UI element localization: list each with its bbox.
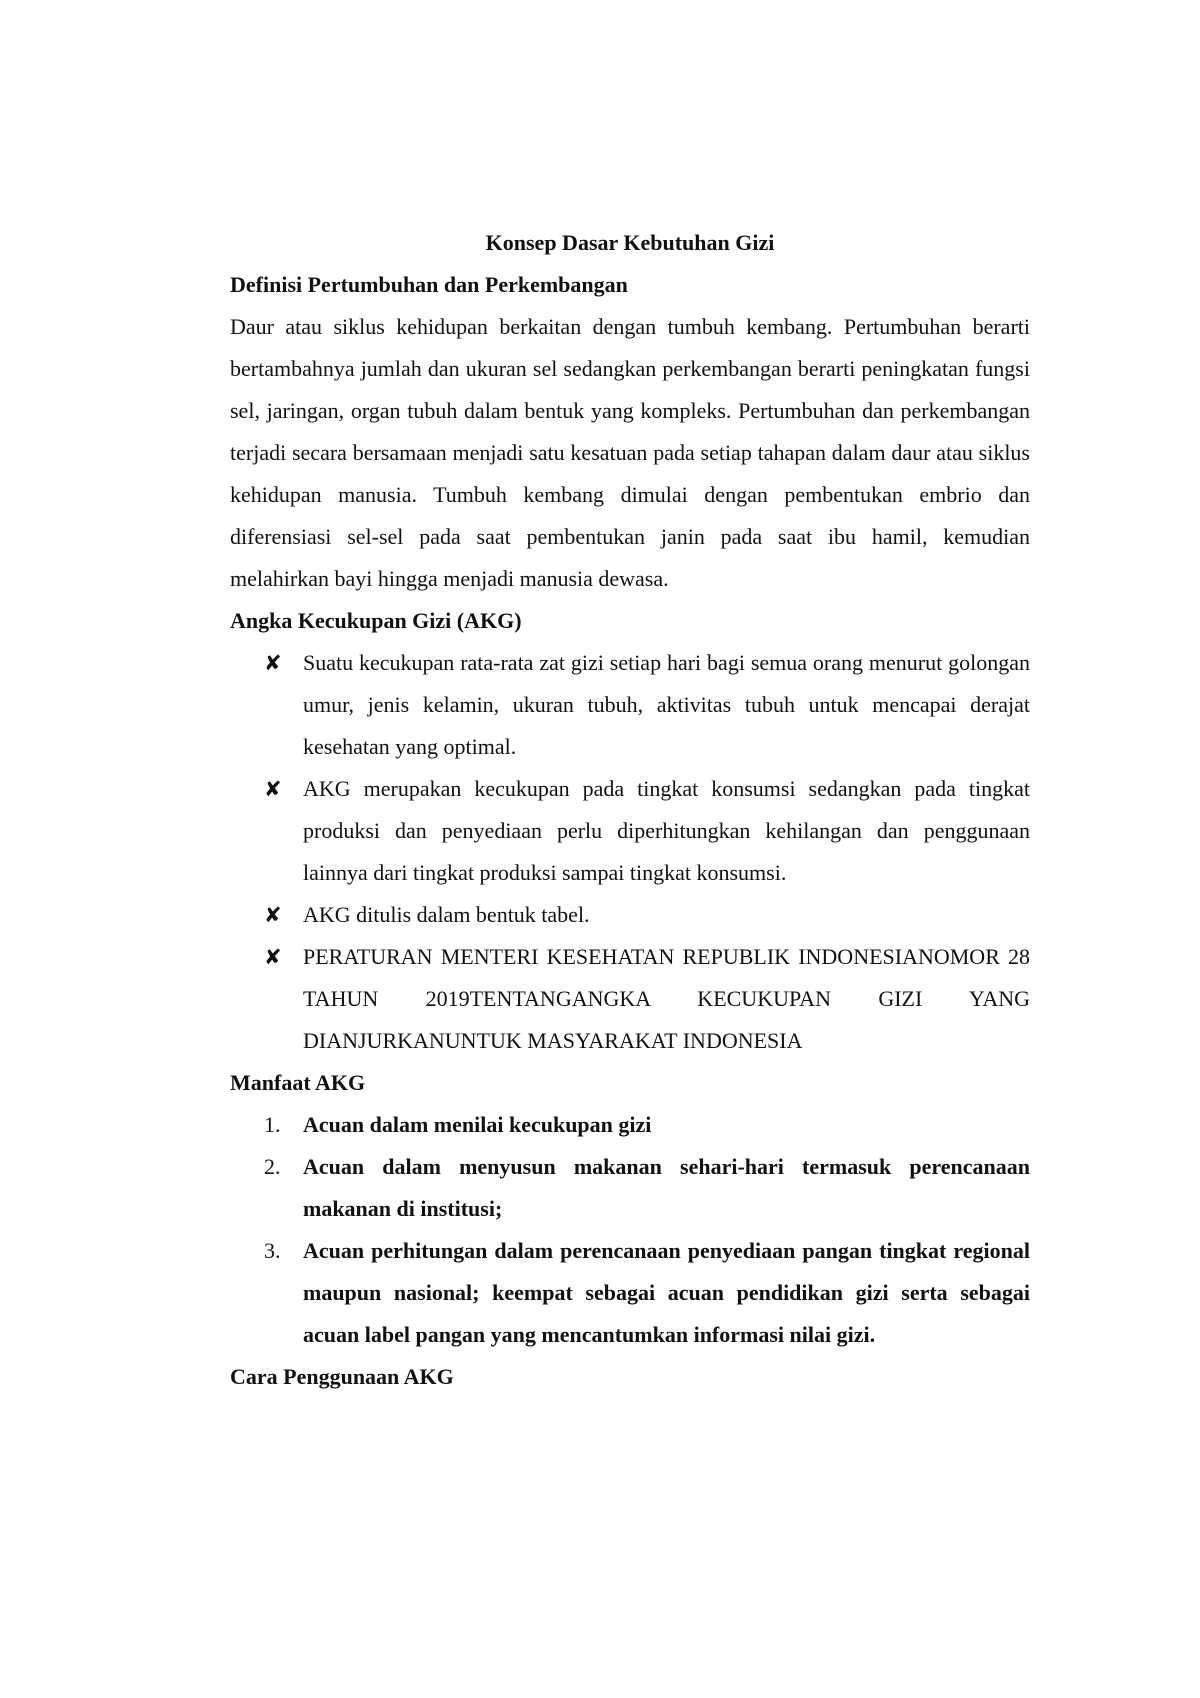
section-heading-akg: Angka Kecukupan Gizi (AKG)	[230, 608, 522, 633]
document-page	[230, 222, 1030, 1398]
document-title: Konsep Dasar Kebutuhan Gizi	[485, 230, 775, 255]
list-item	[230, 1104, 1030, 1146]
list-item	[230, 768, 1030, 894]
akg-bullet-list	[230, 642, 1030, 1062]
list-item	[230, 1146, 1030, 1230]
list-item-text: AKG ditulis dalam bentuk tabel.	[303, 902, 590, 927]
list-number: 3.	[264, 1238, 281, 1263]
cross-mark-icon: ✘	[264, 777, 282, 801]
list-item-text: Acuan perhitungan dalam perencanaan penyediaan pangan tingkat regional maupun nasional; keempat sebagai acuan pendidikan gizi serta sebagai acuan label pangan yang mencantumkan informasi nilai gizi.	[303, 1238, 1030, 1347]
list-number: 2.	[264, 1154, 281, 1179]
section-heading-manfaat: Manfaat AKG	[230, 1070, 366, 1095]
list-item	[230, 642, 1030, 768]
list-item	[230, 1230, 1030, 1356]
list-item	[230, 894, 1030, 936]
list-item-text: PERATURAN MENTERI KESEHATAN REPUBLIK INDONESIANOMOR 28 TAHUN 2019TENTANGANGKA KECUKUPAN GIZI YANG DIANJURKANUNTUK MASYARAKAT INDONESIA	[303, 944, 1030, 1053]
cross-mark-icon: ✘	[264, 651, 282, 675]
manfaat-numbered-list	[230, 1104, 1030, 1356]
section-heading-definisi: Definisi Pertumbuhan dan Perkembangan	[230, 272, 628, 297]
list-number: 1.	[264, 1112, 281, 1137]
cross-mark-icon: ✘	[264, 903, 282, 927]
list-item-text: Suatu kecukupan rata-rata zat gizi setiap hari bagi semua orang menurut golongan umur, jenis kelamin, ukuran tubuh, aktivitas tubuh untuk mencapai derajat kesehatan yang optimal.	[303, 650, 1030, 759]
cross-mark-icon: ✘	[264, 945, 282, 969]
list-item	[230, 936, 1030, 1062]
list-item-text: Acuan dalam menilai kecukupan gizi	[303, 1112, 652, 1137]
paragraph-definisi: Daur atau siklus kehidupan berkaitan dengan tumbuh kembang. Pertumbuhan berarti bertambahnya jumlah dan ukuran sel sedangkan perkembangan berarti peningkatan fungsi sel, jaringan, organ tubuh dalam bentuk yang kompleks. Pertumbuhan dan perkembangan terjadi secara bersamaan menjadi satu kesatuan pada setiap tahapan dalam daur atau siklus kehidupan manusia. Tumbuh kembang dimulai dengan pembentukan embrio dan diferensiasi sel-sel pada saat pembentukan janin pada saat ibu hamil, kemudian melahirkan bayi hingga menjadi manusia dewasa.	[230, 314, 1030, 591]
section-heading-cara-penggunaan: Cara Penggunaan AKG	[230, 1364, 454, 1389]
list-item-text: AKG merupakan kecukupan pada tingkat konsumsi sedangkan pada tingkat produksi dan penyediaan perlu diperhitungkan kehilangan dan penggunaan lainnya dari tingkat produksi sampai tingkat konsumsi.	[303, 776, 1030, 885]
list-item-text: Acuan dalam menyusun makanan sehari-hari termasuk perencanaan makanan di institusi;	[303, 1154, 1030, 1221]
